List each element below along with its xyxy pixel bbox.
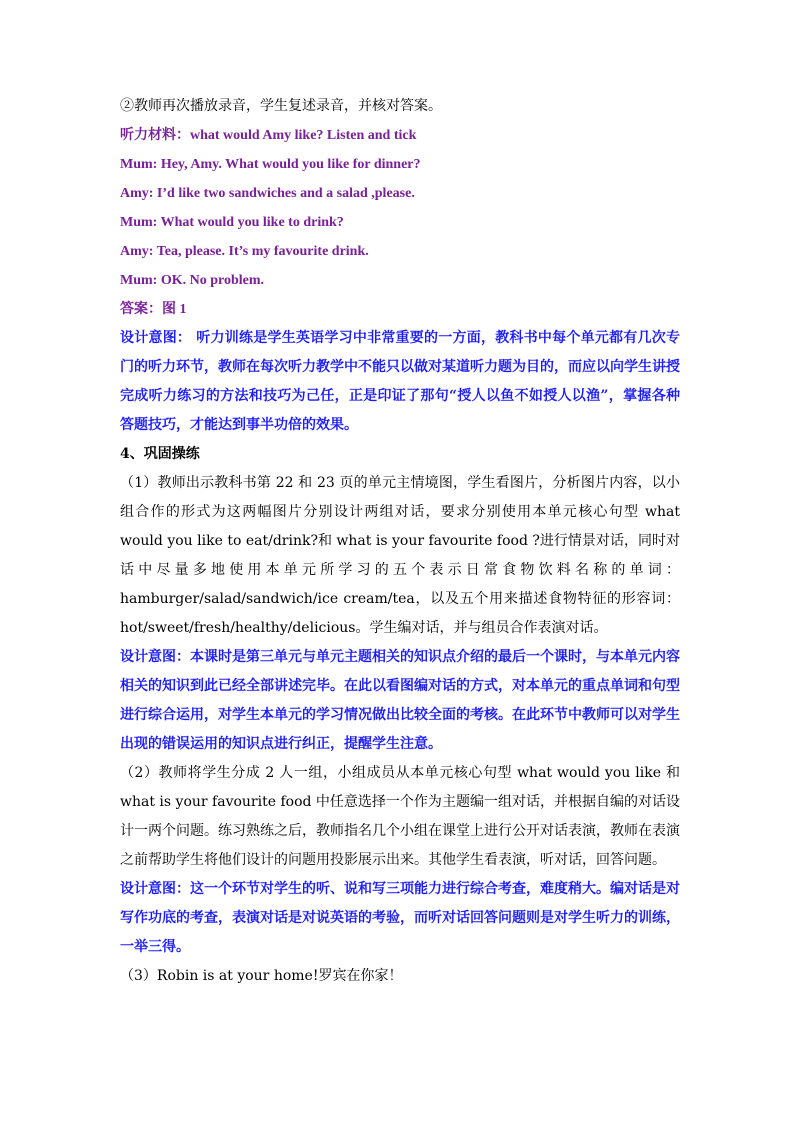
activity-paragraph: （2）教师将学生分成 2 人一组，小组成员从本单元核心句型 what would you like 和 what is your favourite food 中任意选择一个作为主题编一组对话，并根据自编的对话设计一两个问题。练习熟练之后，教师指名几个小组在课堂上进行公开对话表演，教师在表演之前帮助学生将他们设计的问题用投影展示出来。其他学生看表演，听对话，回答问题。 [120,765,680,868]
design-intent-paragraph: 设计意图： 听力训练是学生英语学习中非常重要的一方面，教科书中每个单元都有几次专门的听力环节，教师在每次听力教学中不能只以做对某道听力题为目的，而应以向学生讲授完成听力练习的方法和技巧为己任，正是印证了那句“授人以鱼不如授人以渔”，掌握各种答题技巧，才能达到事半功倍的效果。 [120,330,680,433]
activity-paragraph: （3）Robin is at your home!罗宾在你家！ [120,968,403,984]
dialogue-line: Mum: What would you like to drink? [120,215,344,230]
activity-paragraph: （1）教师出示教科书第 22 和 23 页的单元主情境图，学生看图片，分析图片内容，以小组合作的形式为这两幅图片分别设计两组对话，要求分别使用本单元核心句型 what would you like to eat/drink?和 what is your favourite food ?进行情景对话，同时对话中尽量多地使用本单元所学习的五个表示日常食物饮料名称的单词：hamburger/salad/sandwich/ice cream/tea，以及五个用来描述食物特征的形容词：hot/sweet/fresh/healthy/delicious。学生编对话，并与组员合作表演对话。 [120,475,680,636]
dialogue-line: Mum: OK. No problem. [120,273,265,288]
design-intent-paragraph: 设计意图：这一个环节对学生的听、说和写三项能力进行综合考查，难度稍大。编对话是对写作功底的考查，表演对话是对说英语的考验，而听对话回答问题则是对学生听力的训练，一举三得。 [120,881,680,955]
listening-material-heading: 听力材料：what would Amy like? Listen and tick [120,128,417,143]
document-page [120,92,680,991]
dialogue-line: Amy: I’d like two sandwiches and a salad ,please. [120,186,415,201]
answer-line: 答案：图 1 [120,302,187,317]
dialogue-line: Mum: Hey, Amy. What would you like for dinner? [120,157,421,172]
section-heading: 4、巩固操练 [120,446,200,462]
design-intent-paragraph: 设计意图：本课时是第三单元与单元主题相关的知识点介绍的最后一个课时，与本单元内容相关的知识到此已经全部讲述完毕。在此以看图编对话的方式，对本单元的重点单词和句型进行综合运用，对学生本单元的学习情况做出比较全面的考核。在此环节中教师可以对学生出现的错误运用的知识点进行纠正，提醒学生注意。 [120,649,680,752]
step-2-replay-text: ②教师再次播放录音，学生复述录音，并核对答案。 [120,98,442,114]
dialogue-line: Amy: Tea, please. It’s my favourite drink. [120,244,369,259]
